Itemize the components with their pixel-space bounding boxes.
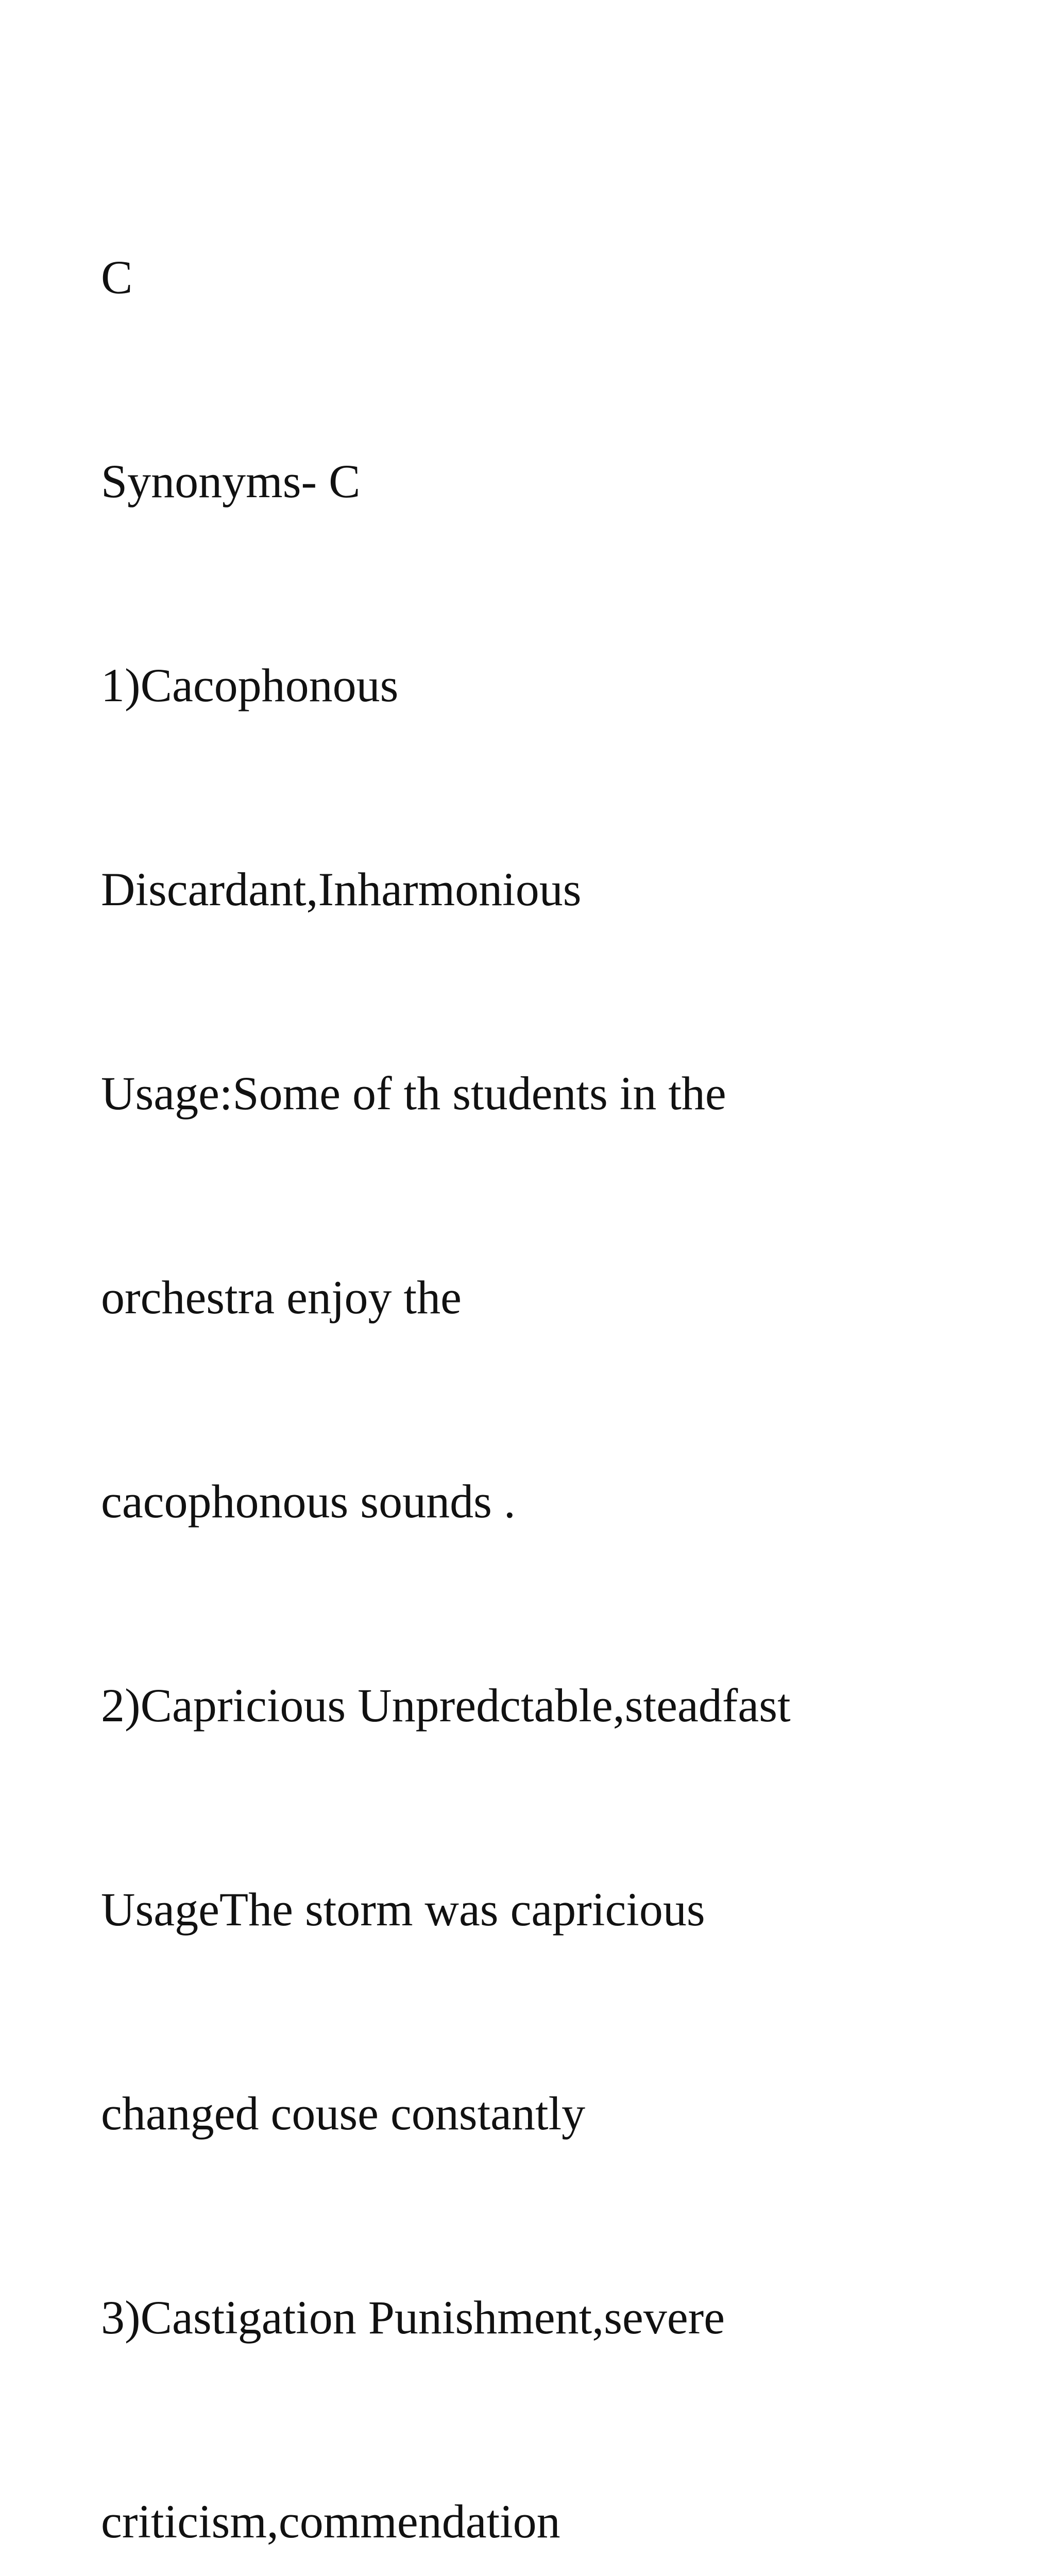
section-heading: Synonyms- C xyxy=(101,455,361,507)
entry-2-word-synonyms: 2)Capricious Unpredctable,steadfast xyxy=(101,1679,791,1732)
entry-1-usage-line-3: cacophonous sounds . xyxy=(101,1475,516,1528)
entry-3-synonyms-cont: criticism,commendation xyxy=(101,2495,560,2548)
entry-2-usage-line-1: UsageThe storm was capricious xyxy=(101,1883,705,1936)
entry-2-usage-line-2: changed couse constantly xyxy=(101,2087,586,2140)
entry-1-synonyms: Discardant,Inharmonious xyxy=(101,863,582,916)
entry-1-usage-line-2: orchestra enjoy the xyxy=(101,1271,462,1324)
document-text xyxy=(101,107,1028,2576)
entry-1-word: 1)Cacophonous xyxy=(101,659,399,711)
section-letter: C xyxy=(101,251,133,303)
entry-3-word-synonyms: 3)Castigation Punishment,severe xyxy=(101,2291,725,2344)
entry-1-usage-line-1: Usage:Some of th students in the xyxy=(101,1067,726,1120)
